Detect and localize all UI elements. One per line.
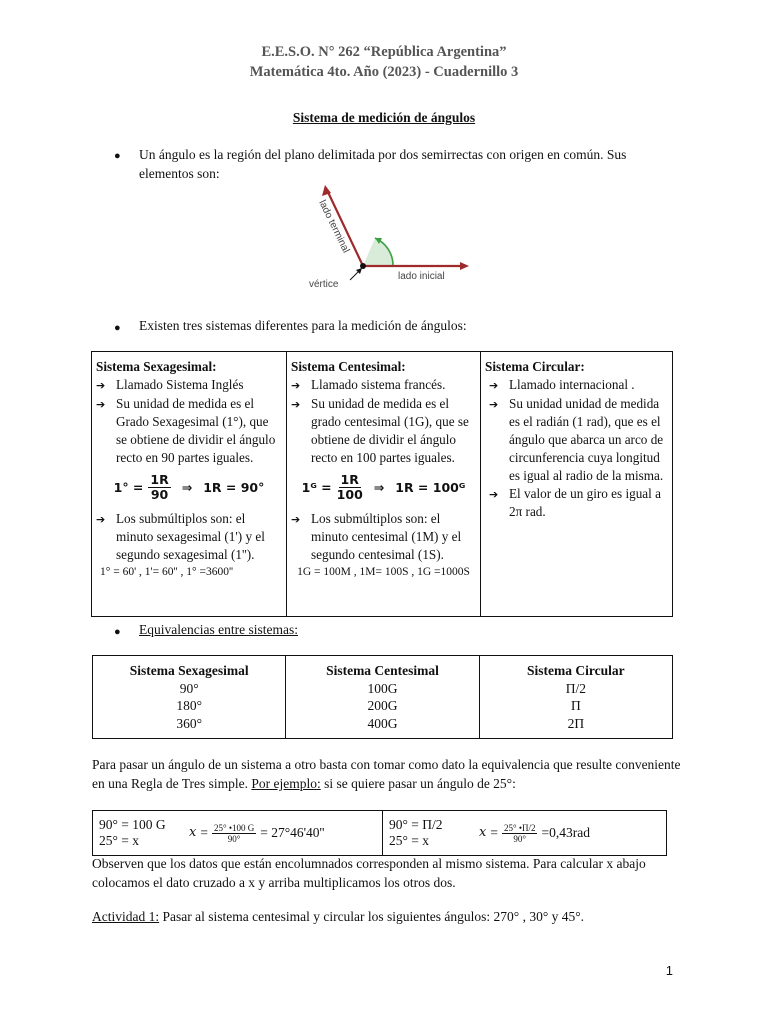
- fraction-denominator: 90: [150, 487, 169, 502]
- example-result: = 27°46'40'': [260, 825, 325, 840]
- formula-fraction: [148, 473, 170, 502]
- arrow-right-icon: ➔: [291, 398, 301, 411]
- bullet-equivalences: Equivalencias entre sistemas:: [139, 622, 298, 637]
- vertex-label: vértice: [309, 279, 339, 290]
- initial-label: lado inicial: [398, 271, 445, 282]
- fraction-denominator: 100: [336, 487, 363, 502]
- equivalence-cell: 2Π: [567, 715, 585, 731]
- school-name: E.E.S.O. N° 262 “República Argentina”: [261, 44, 507, 60]
- circular-title: Sistema Circular:: [485, 359, 585, 374]
- circular-item: Su unidad unidad de medida es el radián (1 rad), que es el ángulo que abarca un arco de circunferencia cuya longitud es igual al radio de la misma.: [509, 396, 664, 483]
- math-equals: =: [490, 825, 498, 840]
- arrow-right-icon: ➔: [489, 398, 499, 411]
- example-line: 90° = 100 G: [99, 817, 166, 832]
- fraction-numerator: 25° •100 G: [213, 822, 255, 833]
- equivalence-column-centesimal: [286, 656, 479, 739]
- sexagesimal-formula: [96, 473, 282, 502]
- math-variable: x: [189, 825, 197, 840]
- centesimal-item: Su unidad de medida es el grado centesimal (1G), que se obtiene de dividir el ángulo recto en 100 partes iguales.: [311, 396, 469, 465]
- formula-right: 1R = 90°: [203, 479, 265, 495]
- centesimal-item: Llamado sistema francés.: [311, 377, 446, 392]
- equivalence-header: Sistema Sexagesimal: [129, 663, 249, 678]
- math-equals: =: [200, 825, 208, 840]
- vertex-point: [360, 263, 366, 269]
- example-line: 25° = x: [99, 833, 140, 848]
- equivalence-header: Sistema Circular: [527, 663, 625, 678]
- equivalences-table: [92, 655, 673, 739]
- centesimal-item: Los submúltiplos son: el minuto centesimal (1M) y el segundo centesimal (1S).: [311, 511, 462, 562]
- equivalence-cell: Π/2: [565, 680, 586, 696]
- page-number: 1: [665, 963, 673, 978]
- example-table: [92, 810, 667, 856]
- bullet-three-systems: Existen tres sistemas diferentes para la medición de ángulos:: [139, 318, 467, 333]
- example-fraction: [212, 823, 256, 844]
- implies-icon: ⇒: [373, 479, 385, 495]
- centesimal-note: 1G = 100M , 1M= 100S , 1G =1000S: [297, 566, 470, 578]
- fraction-numerator: 25° •Π/2: [503, 822, 536, 833]
- sexagesimal-item: Los submúltiplos son: el minuto sexagesimal (1') y el segundo sexagesimal (1'').: [116, 511, 265, 562]
- explanation-paragraph: Observen que los datos que están encolumnados corresponden al mismo sistema. Para calcular x abajo colocamos el dato cruzado a x y arriba multiplicamos los otros dos.: [92, 856, 646, 890]
- sexagesimal-item: Su unidad de medida es el Grado Sexagesimal (1°), que se obtiene de dividir el ángulo recto en 90 partes iguales.: [116, 396, 276, 465]
- equivalence-cell: 360°: [176, 715, 202, 731]
- conversion-paragraph: [92, 755, 682, 793]
- page-title: Sistema de medición de ángulos: [292, 110, 476, 125]
- example-line: 90° = Π/2: [389, 817, 443, 832]
- sexagesimal-item: Llamado Sistema Inglés: [116, 377, 244, 392]
- document-header: [0, 42, 768, 82]
- arrow-right-icon: ➔: [96, 379, 106, 392]
- example-sexagesimal-to-circular: [383, 811, 667, 856]
- formula-left: 1ᴳ =: [301, 479, 332, 495]
- angle-diagram: [305, 182, 485, 292]
- formula-fraction: [337, 473, 363, 502]
- equivalence-cell: 200G: [367, 698, 398, 713]
- arrow-right-icon: ➔: [489, 488, 499, 501]
- example-sexagesimal-to-centesimal: [93, 811, 383, 856]
- example-result: =0,43rad: [541, 825, 590, 840]
- arrow-right-icon: ➔: [96, 398, 106, 411]
- activity-text: Pasar al sistema centesimal y circular los siguientes ángulos: 270° , 30° y 45°.: [162, 909, 584, 924]
- math-variable: x: [479, 825, 487, 840]
- sexagesimal-column: [92, 352, 287, 617]
- equivalence-cell: 90°: [179, 680, 199, 696]
- equivalence-cell: 100G: [367, 680, 398, 696]
- circular-column: [481, 352, 673, 617]
- terminal-label: lado terminal: [316, 198, 352, 255]
- circular-item: El valor de un giro es igual a 2π rad.: [509, 486, 661, 519]
- equivalence-cell: Π: [570, 698, 581, 713]
- activity-paragraph: [92, 907, 682, 926]
- example-line: 25° = x: [389, 833, 430, 848]
- arrow-right-icon: ➔: [291, 379, 301, 392]
- fraction-denominator: 90°: [227, 833, 241, 844]
- activity-label: Actividad 1:: [92, 909, 160, 924]
- equivalence-header: Sistema Centesimal: [326, 663, 439, 678]
- arrow-right-icon: ➔: [489, 379, 499, 392]
- equivalence-column-sexagesimal: [93, 656, 286, 739]
- bullet-icon: ●: [114, 626, 121, 638]
- systems-table: [91, 351, 673, 617]
- centesimal-column: [287, 352, 481, 617]
- equivalence-cell: 180°: [176, 698, 202, 713]
- fraction-numerator: 1R: [340, 472, 359, 487]
- equivalence-cell: 400G: [367, 715, 398, 731]
- bullet-icon: ●: [114, 150, 121, 162]
- equivalence-column-circular: [479, 656, 672, 739]
- bullet-icon: ●: [114, 322, 121, 334]
- arrow-right-icon: ➔: [96, 513, 106, 526]
- circular-item: Llamado internacional .: [509, 377, 635, 392]
- implies-icon: ⇒: [181, 479, 193, 495]
- example-fraction: [502, 823, 538, 844]
- example-intro: si se quiere pasar un ángulo de 25°:: [324, 776, 516, 791]
- sexagesimal-note: 1° = 60' , 1'= 60'' , 1° =3600'': [100, 566, 234, 578]
- conversion-text: Para pasar un ángulo de un sistema a otro basta con tomar como dato la equivalencia que resulte conveniente en una Regla de Tres simple.: [92, 757, 681, 791]
- fraction-numerator: 1R: [150, 472, 169, 487]
- example-label: Por ejemplo:: [251, 776, 321, 791]
- centesimal-formula: [291, 473, 476, 502]
- course-name: Matemática 4to. Año (2023) - Cuadernillo 3: [249, 64, 519, 80]
- bullet-angle-definition: Un ángulo es la región del plano delimitada por dos semirrectas con origen en común. Sus elementos son:: [139, 147, 627, 181]
- formula-right: 1R = 100ᴳ: [395, 479, 466, 495]
- sexagesimal-title: Sistema Sexagesimal:: [96, 359, 217, 374]
- centesimal-title: Sistema Centesimal:: [291, 359, 406, 374]
- arrow-right-icon: ➔: [291, 513, 301, 526]
- formula-left: 1° =: [113, 479, 144, 495]
- initial-arrowhead-icon: [460, 262, 469, 270]
- fraction-denominator: 90°: [513, 833, 527, 844]
